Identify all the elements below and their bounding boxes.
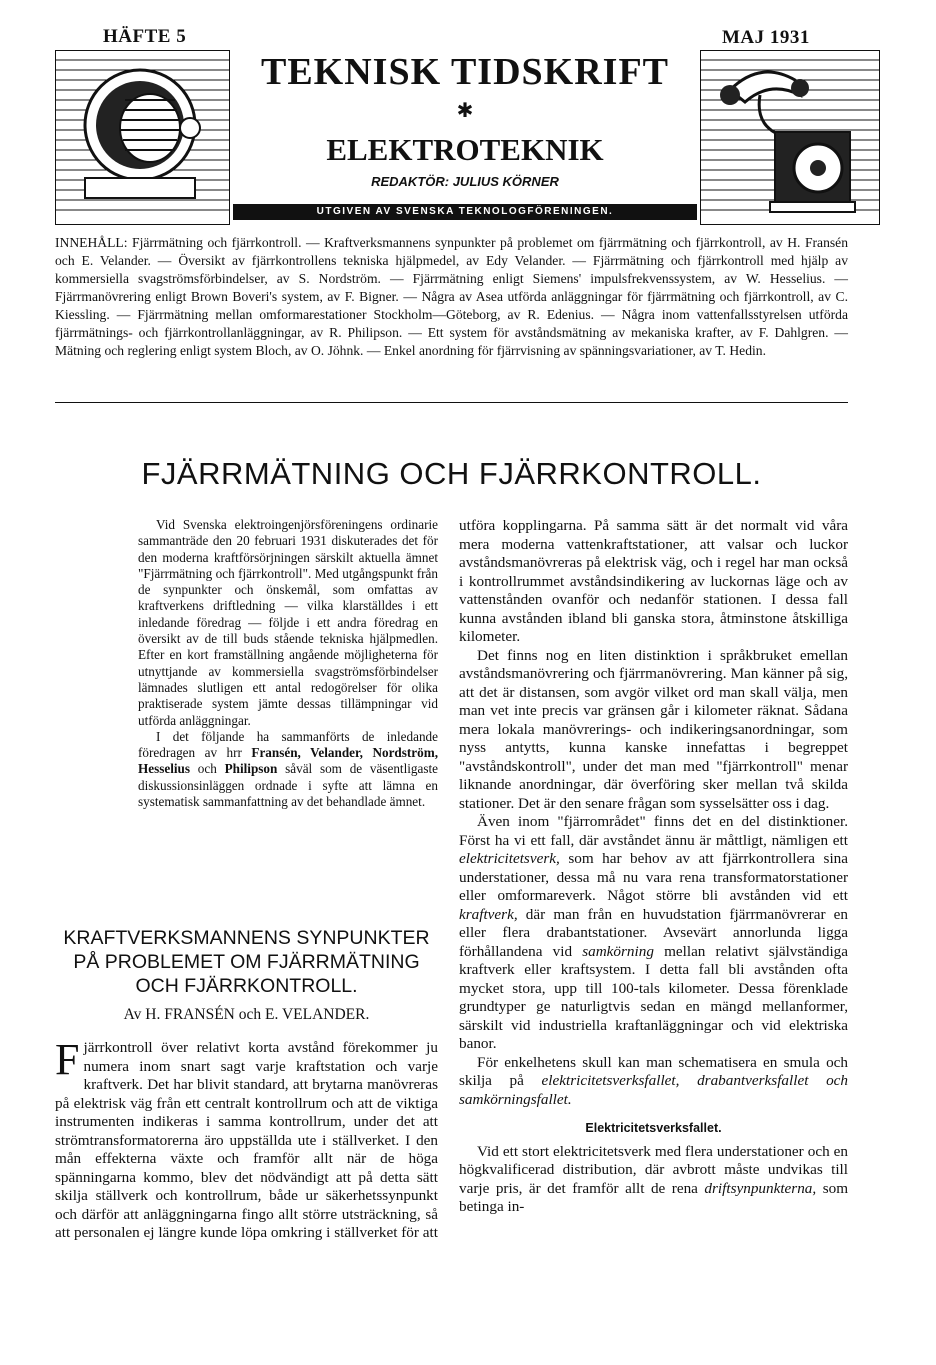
right-paragraph-1: utföra kopplingarna. På samma sätt är det normalt vid våra mera moderna vattenkraftstationer, att valsar och luckor avståndsmanövreras på elektrisk väg, och i regel har man också i kontrollrummet avståndsindikering av luckornas läge och av vattenstånden ovanför och nedanför stationen. I dessa fall kunna avstånden ibland bli ganska stora, åtminstone åtskilliga kilometer. (459, 517, 848, 645)
table-of-contents: INNEHÅLL: Fjärrmätning och fjärrkontroll. — Kraftverksmannens synpunkter på problemet om fjärrmätning och fjärrkontroll, av H. Fransén och E. Velander. — Översikt av fjärrkontrollens tekniska hjälpmedel, av Edy Velander. — Fjärrmätning och fjärrkontroll med hjälp av kommersiella svagströmsförbindelser, av S. Nordström. — Fjärrmätning enligt Siemens' impulsfrekvenssystem, av W. Hesselius. — Fjärrmanövrering enligt Brown Boveri's system, av F. Bigner. — Några av Asea utförda anläggningar för fjärrmätning och fjärrkontroll, av C. Kiessling. — Fjärrmätning mellan omformarestationer Stockholm—Göteborg, av R. Edenius. — Några inom vattenfallsstyrelsen utförda fjärrmätnings- och fjärrkontrollanläggningar, av R. Philipson. — Ett system för avståndsmätning av mekaniska krafter, av F. Dahlgren. — Mätning och reglering enligt system Bloch, av O. Jöhnk. — Enkel anordning för fjärrvisning av spänningsvariationer, av T. Hedin. (55, 235, 848, 358)
star-ornament-icon: ✱ (456, 98, 474, 122)
intro-authors: Fransén, Velander, Nordström, Hesselius (138, 745, 439, 777)
section-title: KRAFTVERKSMANNENS SYNPUNKTER PÅ PROBLEMET OM FJÄRRMÄTNING OCH FJÄRRKONTROLL. (63, 927, 430, 997)
drop-cap: F (55, 1035, 80, 1084)
section-byline: Av H. FRANSÉN och E. VELANDER. (123, 1006, 370, 1023)
masthead-subtitle: ELEKTROTEKNIK (326, 132, 604, 167)
right-paragraph-2: Det finns nog en liten distinktion i språkbruket emellan avståndsmanövrering och fjärrmanövrering. Man känner på sig, att det är distansen, som avgör vilket ord man skall välja, men man vet inte precis var gränsen går i kilometer räknat. Sådana mera lokala manövrerings- och indikeringsanordningar, som nyss antytts, kunna kanske innefattas i begreppet "avståndskontroll", under det man med "fjärrkontroll" menar liknande anordningar, där överföring sker mellan två skilda stationer. Det är den senare frågan som sysselsätter oss i dag. (459, 646, 848, 812)
telephone-illustration (700, 50, 880, 225)
intro-text (138, 517, 438, 810)
masthead-title: TEKNISK TIDSKRIFT (260, 51, 670, 93)
intro-paragraph-1: Vid Svenska elektroingenjörsföreningens ordinarie sammanträde den 20 februari 1931 diskuterades det för den moderna kraftförsörjningen särskilt aktuella ämnet "Fjärrmätning och fjärrkontroll". Med utgångspunkt från de synpunkter och önskemål, som omfattas av kraftverkens driftledning — vilka klarställdes i ett inledande föredrag — följde i ett andra föredrag en översikt av de till buds stående tekniska hjälpmedlen. Efter en kort framställning angående möjligheterna för utnyttjande av kommersiella svagströmsförbindelser lämnades slutligen ett antal redogörelser för olika praktiserade system jämte dessas tillämpningar vid utförda anläggningar. (138, 517, 438, 728)
right-paragraph-3: Även inom "fjärrområdet" finns det en del distinktioner. Först ha vi ett fall, där avståndet ännu är måttligt, nämligen ett elektricitetsverk, som har behov av att fjärrkontrollera sina understationer, dessa må nu vara rena transformatorstationer eller omformareverk. Något större bli avstånden vid ett kraftverk, där man från en huvudstation fjärrmanövrerar en eller flera drabantstationer. Avsevärt annorlunda ligga förhållandena vid samkörning mellan relativt självständiga kraftverk eller kraftsystem. I detta fall bli avstånden ofta mycket stora, upp till 100-tals kilometer. Dessa förenklade grundtyper ge naturligtvis sedan en mängd mellanformer, särskilt vid industriella kraftanläggningar och vid elektriska banor. (459, 813, 849, 1052)
masthead-editor: REDAKTÖR: JULIUS KÖRNER (371, 174, 559, 189)
issue-date: MAJ 1931 (722, 27, 810, 48)
right-paragraph-5: Vid ett stort elektricitetsverk med flera understationer och en högkvalificerad distribution, där avbrott måste undvikas till varje pris, är det framför allt de rena driftsynpunkterna, som betinga in- (459, 1142, 849, 1215)
contents-divider (55, 402, 848, 403)
section-body: Fjärrkontroll över relativt korta avstånd förekommer ju numera inom snart sagt varje kraftstation och varje kraftverk. Det har blivit standard, att brytarna manövreras på elektrisk väg från ett centralt kontrollrum och att de viktiga instrumenten indikeras i samma kontrollrum, under det att strömtransformatorerna äro uppställda ute i ställverket. I den mån effekterna växte och framför allt när de höga spänningarna kommo, blev det nödvändigt att på detta sätt skilja ställverk och kontrollrum, både ur säkerhetssynpunkt och därför att anläggningarna fingo allt större utsträckning, så att personalen ej längre kunde löpa omkring i ställverket för att (55, 1035, 438, 1241)
main-title: FJÄRRMÄTNING OCH FJÄRRKONTROLL. (141, 456, 762, 491)
subheading: Elektricitetsverksfallet. (585, 1121, 722, 1135)
intro-paragraph-2: I det följande ha sammanförts de inledande föredragen av hrr Fransén, Velander, Nordström, Hesselius och Philipson såväl som de väsentligaste diskussionsinläggen ordnade i syfte att lämna en systematisk sammanfattning av det behandlade ämnet. (138, 728, 439, 810)
right-paragraph-4: För enkelhetens skull kan man schematisera en smula och skilja på elektricitetsverksfallet, drabantverksfallet och samkörningsfallet. (459, 1053, 848, 1108)
masthead-publisher: UTGIVEN AV SVENSKA TEKNOLOGFÖRENINGEN. (233, 204, 697, 220)
masthead (55, 50, 880, 228)
electric-motor-illustration (55, 50, 230, 225)
issue-number: HÄFTE 5 (103, 26, 187, 47)
right-column (459, 517, 848, 1217)
